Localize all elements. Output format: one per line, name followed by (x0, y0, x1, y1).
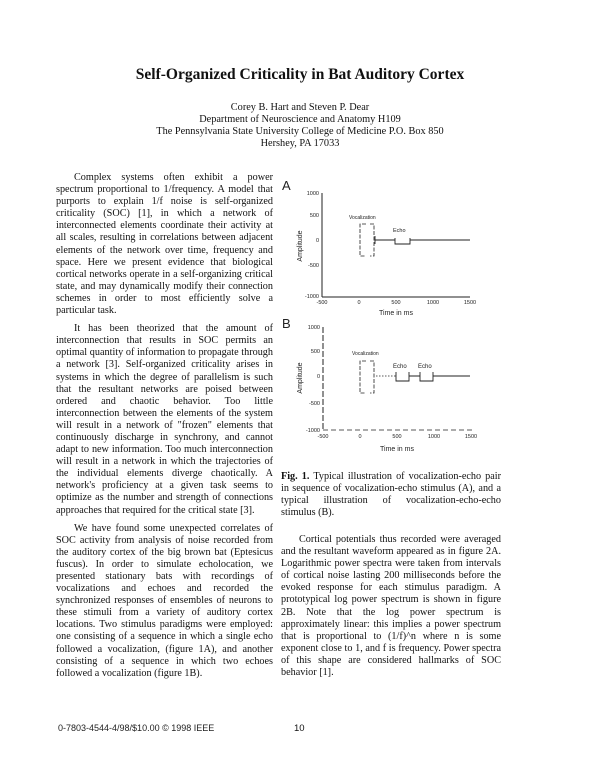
x-axis-label: Time in ms (380, 446, 414, 453)
x-tick: 1500 (463, 300, 477, 306)
x-tick: 500 (392, 434, 402, 440)
y-tick: 0 (315, 238, 319, 244)
right-column (281, 534, 501, 685)
panel-a (282, 178, 476, 317)
paper-title: Self-Organized Criticality in Bat Auditory Cortex (135, 66, 465, 83)
vocalization-waveform (360, 224, 374, 256)
affiliation-address: Hershey, PA 17033 (260, 138, 340, 149)
annotation-vocalization: Vocalization (349, 215, 376, 221)
x-axis-label: Time in ms (379, 310, 413, 317)
x-tick: 1000 (426, 300, 440, 306)
vocalization-waveform (360, 361, 374, 393)
x-tick: -500 (317, 434, 329, 440)
page-number: 10 (294, 723, 305, 734)
annotation-echo-1: Echo (393, 364, 407, 370)
paragraph: It has been theorized that the amount of interconnection that results in SOC permits an optimal quantity of information to propagate through a network [3]. Self-organized criticality arises in systems in which the degree of parallelism is such that the resultant networks are poised between ordered and chaotic behavior. Too little interconnection between the elements of the system will result in a network of "frozen" elements that continuously discharge in synchrony, and cannot adapt to new information. Too much interconnection will result in a network in which the trajectories of the individual elements diverge chaotically. A network's proficiency at a given task seems to optimize as the number and strength of connections approaches that required for the critical state [3]. (56, 323, 273, 516)
paragraph: Cortical potentials thus recorded were averaged and the resultant waveform appeared as in figure 2A. Logarithmic power spectra were taken from intervals of cortical noise lasting 200 milliseconds before the evoked response for each stimulus paradigm. A prototypical log power spectrum is shown in figure 2B. Note that the log power spectrum is approximately linear: this implies a power spectrum that is proportional to (1/f)^n where n is some exponent close to 1, and f is frequency. Power spectra of this shape are considered hallmarks of SOC behavior [1]. (281, 534, 501, 679)
x-tick: -500 (316, 300, 328, 306)
figure-1 (275, 175, 505, 465)
panel-label: A (282, 178, 291, 193)
y-axis-label: Amplitude (297, 230, 304, 262)
panel-label: B (282, 316, 291, 331)
y-tick: -1000 (305, 428, 320, 434)
annotation-echo: Echo (393, 228, 406, 234)
paragraph: We have found some unexpected correlates of SOC activity from analysis of noise recorded from the auditory cortex of the big brown bat (Eptesicus fuscus). In order to simulate echolocation, we presented stationary bats with recordings of vocalizations and echoes and recorded the synchronized responses of ensembles of neurons to these stimuli from a variety of auditory cortex locations. Two stimulus paradigms were employed: one consisting of a sequence in which a single echo followed a vocalization, (figure 1A), and another consisting of a sequence in which two echoes followed a vocalization (figure 1B). (56, 522, 273, 679)
y-tick: -1000 (304, 294, 319, 300)
copyright-footer: 0-7803-4544-4/98/$10.00 © 1998 IEEE (58, 723, 215, 733)
y-tick: -500 (308, 401, 320, 407)
echo-waveform (375, 236, 470, 244)
annotation-echo-2: Echo (418, 364, 432, 370)
x-tick: 1000 (427, 434, 441, 440)
left-column (56, 172, 273, 686)
x-tick: 0 (357, 300, 361, 306)
caption-label: Fig. 1. (281, 471, 310, 482)
y-tick: 500 (310, 349, 320, 355)
caption-text: Typical illustration of vocalization-echo pair in sequence of vocalization-echo stimulus (A), and a typical illustration of vocalization-echo-echo stimulus (B). (281, 471, 502, 519)
y-tick: 0 (316, 374, 320, 380)
y-tick: 1000 (307, 325, 320, 331)
y-tick: -500 (307, 263, 319, 269)
echo-waveform (396, 372, 470, 381)
y-tick: 1000 (306, 191, 319, 197)
annotation-vocalization: Vocalization (352, 351, 379, 357)
x-tick: 500 (391, 300, 401, 306)
affiliation-department: Department of Neuroscience and Anatomy H109 (199, 114, 401, 125)
x-tick: 1500 (464, 434, 478, 440)
authors: Corey B. Hart and Steven P. Dear (230, 102, 370, 113)
paragraph: Complex systems often exhibit a power spectrum proportional to 1/frequency. A model that purports to explain 1/f noise is self-organized criticality (SOC) [1], in which a network of interconnected elements coordinate their activity at all scales, resulting in correlations between adjacent elements of the network over time, frequency and space. Here we present evidence that biological cortical networks operate in a self-organizing critical state, and may dynamically modify their connection schemes in order to most efficiently solve a particular task. (56, 172, 273, 317)
y-axis-label: Amplitude (297, 362, 304, 394)
panel-b (282, 316, 477, 453)
figure-caption (281, 471, 501, 519)
x-tick: 0 (358, 434, 362, 440)
y-tick: 500 (309, 213, 319, 219)
affiliation-university: The Pennsylvania State University College of Medicine P.O. Box 850 (156, 126, 444, 137)
